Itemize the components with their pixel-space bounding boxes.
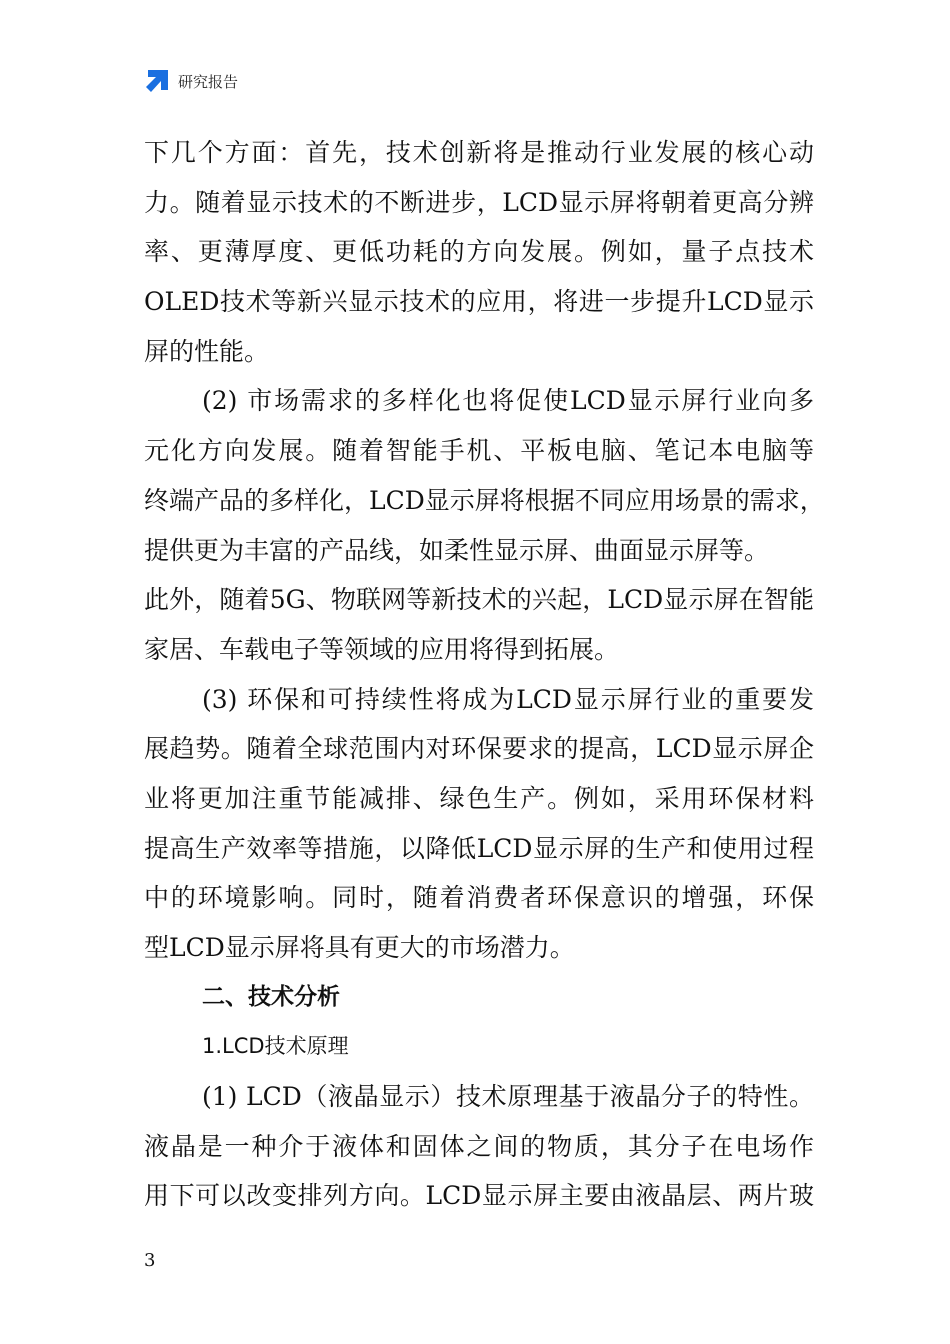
text-line: (2) 市场需求的多样化也将促使LCD显示屏行业向多 [202, 386, 814, 416]
header-title: 研究报告 [178, 72, 239, 91]
page-number: 3 [144, 1250, 156, 1271]
text-line: 展趋势。随着全球范围内对环保要求的提高，LCD显示屏企 [144, 734, 814, 764]
text-line: 力。随着显示技术的不断进步，LCD显示屏将朝着更高分辨 [144, 187, 814, 217]
report-header [144, 66, 238, 96]
text-line: 终端产品的多样化，LCD显示屏将根据不同应用场景的需求， [144, 485, 825, 515]
text-line: 屏的性能。 [144, 336, 270, 366]
text-line: 型LCD显示屏将具有更大的市场潜力。 [144, 933, 575, 962]
section-heading: 二、技术分析 [202, 983, 340, 1010]
text-line: 提高生产效率等措施，以降低LCD显示屏的生产和使用过程 [144, 833, 814, 863]
text-line: 业将更加注重节能减排、绿色生产。例如，采用环保材料 [144, 783, 814, 813]
text-line: 下几个方面：首先，技术创新将是推动行业发展的核心动 [144, 138, 814, 167]
arrow-logo-icon [144, 68, 170, 94]
text-line: 家居、车载电子等领域的应用将得到拓展。 [144, 634, 620, 664]
text-line: (3) 环保和可持续性将成为LCD显示屏行业的重要发 [202, 684, 814, 714]
document-body [144, 128, 825, 1221]
text-line: (1) LCD（液晶显示）技术原理基于液晶分子的特性。 [202, 1082, 814, 1112]
text-line: 率、更薄厚度、更低功耗的方向发展。例如，量子点技术 [144, 237, 814, 267]
text-line: 液晶是一种介于液体和固体之间的物质，其分子在电场作 [144, 1131, 814, 1161]
text-line: OLED技术等新兴显示技术的应用，将进一步提升LCD显示 [144, 287, 814, 317]
text-line: 用下可以改变排列方向。LCD显示屏主要由液晶层、两片玻 [144, 1181, 814, 1211]
text-line: 中的环境影响。同时，随着消费者环保意识的增强，环保 [144, 883, 814, 913]
text-line: 提供更为丰富的产品线，如柔性显示屏、曲面显示屏等。 [144, 535, 770, 565]
text-line: 元化方向发展。随着智能手机、平板电脑、笔记本电脑等 [144, 436, 814, 466]
text-line: 此外，随着5G、物联网等新技术的兴起，LCD显示屏在智能 [144, 585, 814, 615]
subsection-heading: 1.LCD技术原理 [202, 1034, 349, 1059]
